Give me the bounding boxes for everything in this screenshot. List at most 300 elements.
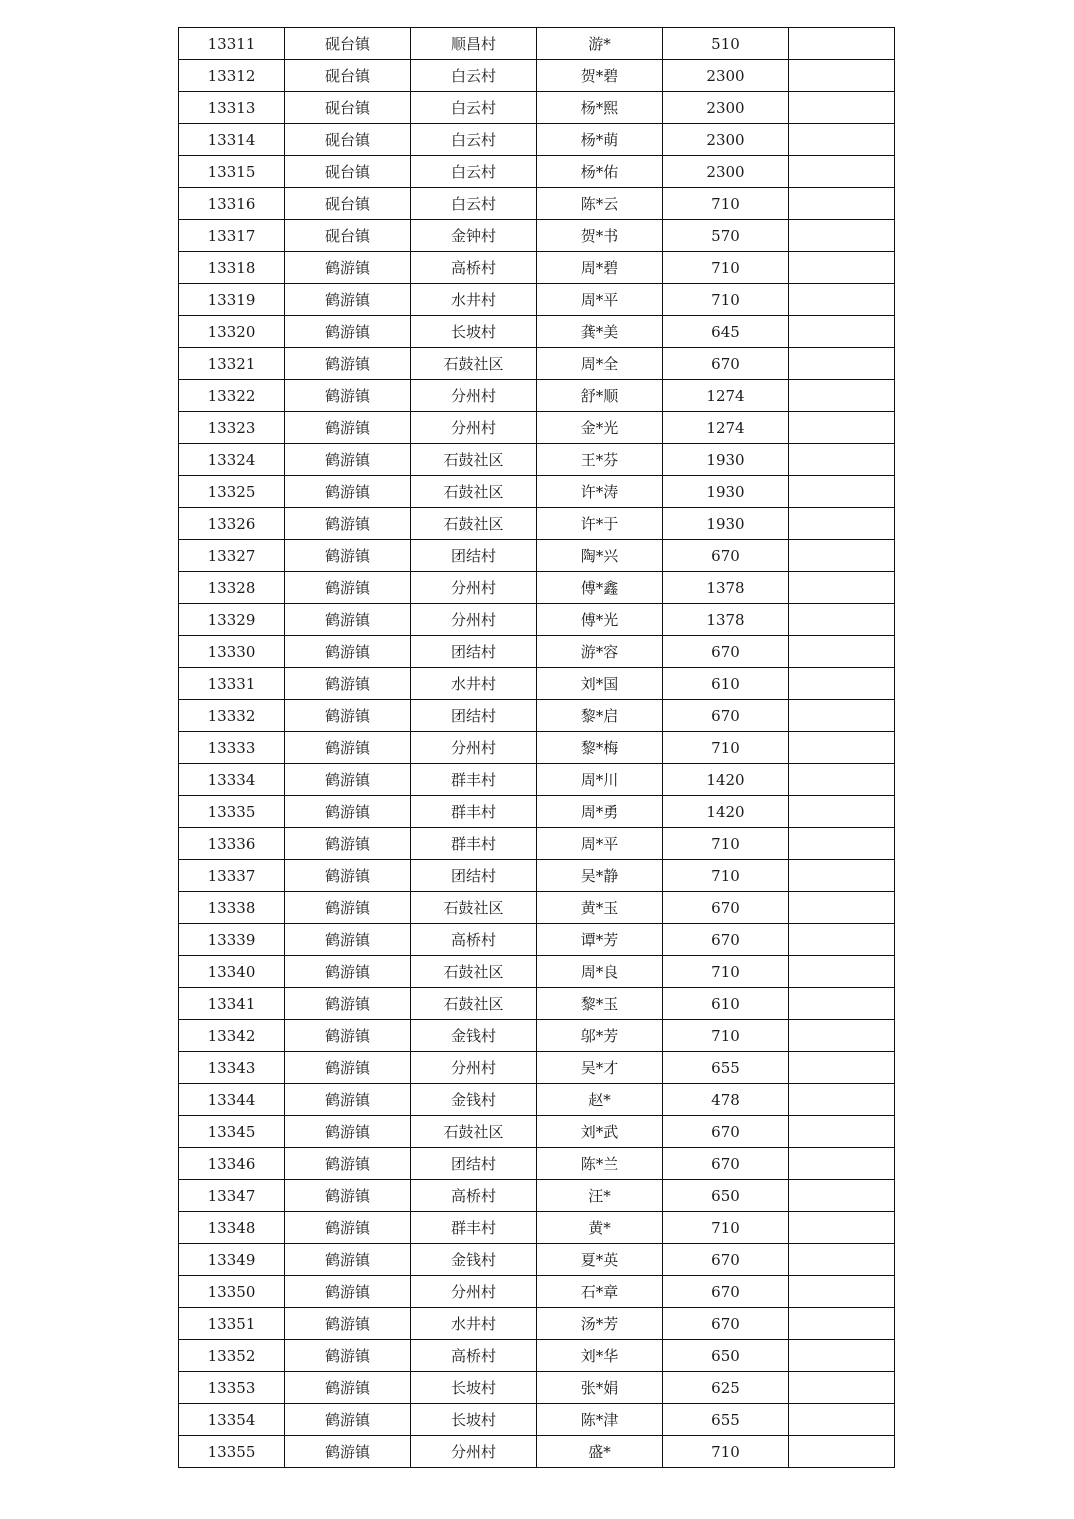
- town-cell: 鹤游镇: [285, 444, 411, 476]
- name-cell: 陈*云: [537, 188, 663, 220]
- remark-cell: [789, 284, 895, 316]
- table-row: [179, 572, 895, 604]
- town-cell: 鹤游镇: [285, 1084, 411, 1116]
- row-number-cell: 13343: [179, 1052, 285, 1084]
- town-cell: 砚台镇: [285, 156, 411, 188]
- remark-cell: [789, 1116, 895, 1148]
- remark-cell: [789, 1276, 895, 1308]
- row-number-cell: 13349: [179, 1244, 285, 1276]
- town-cell: 鹤游镇: [285, 668, 411, 700]
- name-cell: 刘*武: [537, 1116, 663, 1148]
- village-cell: 分州村: [411, 1436, 537, 1468]
- name-cell: 赵*: [537, 1084, 663, 1116]
- remark-cell: [789, 604, 895, 636]
- name-cell: 王*芬: [537, 444, 663, 476]
- name-cell: 谭*芳: [537, 924, 663, 956]
- town-cell: 鹤游镇: [285, 988, 411, 1020]
- row-number-cell: 13351: [179, 1308, 285, 1340]
- town-cell: 砚台镇: [285, 60, 411, 92]
- row-number-cell: 13337: [179, 860, 285, 892]
- village-cell: 团结村: [411, 860, 537, 892]
- remark-cell: [789, 316, 895, 348]
- town-cell: 鹤游镇: [285, 1244, 411, 1276]
- amount-cell: 710: [663, 1436, 789, 1468]
- name-cell: 夏*英: [537, 1244, 663, 1276]
- row-number-cell: 13341: [179, 988, 285, 1020]
- remark-cell: [789, 1212, 895, 1244]
- table-row: [179, 668, 895, 700]
- row-number-cell: 13346: [179, 1148, 285, 1180]
- row-number-cell: 13330: [179, 636, 285, 668]
- row-number-cell: 13333: [179, 732, 285, 764]
- table-row: [179, 380, 895, 412]
- name-cell: 周*良: [537, 956, 663, 988]
- village-cell: 分州村: [411, 604, 537, 636]
- table-row: [179, 1180, 895, 1212]
- town-cell: 鹤游镇: [285, 604, 411, 636]
- row-number-cell: 13344: [179, 1084, 285, 1116]
- village-cell: 高桥村: [411, 924, 537, 956]
- name-cell: 石*章: [537, 1276, 663, 1308]
- amount-cell: 2300: [663, 124, 789, 156]
- remark-cell: [789, 1148, 895, 1180]
- town-cell: 砚台镇: [285, 124, 411, 156]
- amount-cell: 710: [663, 860, 789, 892]
- remark-cell: [789, 732, 895, 764]
- town-cell: 鹤游镇: [285, 412, 411, 444]
- amount-cell: 610: [663, 668, 789, 700]
- name-cell: 黎*启: [537, 700, 663, 732]
- remark-cell: [789, 412, 895, 444]
- name-cell: 龚*美: [537, 316, 663, 348]
- village-cell: 金钟村: [411, 220, 537, 252]
- village-cell: 石鼓社区: [411, 476, 537, 508]
- village-cell: 分州村: [411, 1276, 537, 1308]
- table-body: [179, 28, 895, 1468]
- amount-cell: 670: [663, 348, 789, 380]
- remark-cell: [789, 636, 895, 668]
- name-cell: 黎*玉: [537, 988, 663, 1020]
- village-cell: 高桥村: [411, 252, 537, 284]
- name-cell: 许*涛: [537, 476, 663, 508]
- village-cell: 分州村: [411, 572, 537, 604]
- row-number-cell: 13325: [179, 476, 285, 508]
- name-cell: 杨*佑: [537, 156, 663, 188]
- village-cell: 长坡村: [411, 1404, 537, 1436]
- table-row: [179, 1340, 895, 1372]
- remark-cell: [789, 1436, 895, 1468]
- amount-cell: 655: [663, 1052, 789, 1084]
- remark-cell: [789, 668, 895, 700]
- village-cell: 白云村: [411, 60, 537, 92]
- remark-cell: [789, 1340, 895, 1372]
- name-cell: 周*全: [537, 348, 663, 380]
- amount-cell: 670: [663, 1308, 789, 1340]
- amount-cell: 650: [663, 1340, 789, 1372]
- row-number-cell: 13331: [179, 668, 285, 700]
- town-cell: 鹤游镇: [285, 1116, 411, 1148]
- village-cell: 金钱村: [411, 1020, 537, 1052]
- town-cell: 鹤游镇: [285, 1308, 411, 1340]
- amount-cell: 670: [663, 700, 789, 732]
- data-table: [178, 27, 895, 1468]
- row-number-cell: 13316: [179, 188, 285, 220]
- village-cell: 团结村: [411, 1148, 537, 1180]
- village-cell: 分州村: [411, 1052, 537, 1084]
- table-row: [179, 540, 895, 572]
- village-cell: 分州村: [411, 380, 537, 412]
- name-cell: 张*娟: [537, 1372, 663, 1404]
- name-cell: 陈*津: [537, 1404, 663, 1436]
- table-row: [179, 508, 895, 540]
- table-row: [179, 1052, 895, 1084]
- table-row: [179, 1308, 895, 1340]
- village-cell: 高桥村: [411, 1340, 537, 1372]
- remark-cell: [789, 92, 895, 124]
- remark-cell: [789, 924, 895, 956]
- table-row: [179, 796, 895, 828]
- town-cell: 鹤游镇: [285, 348, 411, 380]
- table-row: [179, 1116, 895, 1148]
- table-row: [179, 252, 895, 284]
- name-cell: 黄*: [537, 1212, 663, 1244]
- table-row: [179, 188, 895, 220]
- amount-cell: 478: [663, 1084, 789, 1116]
- village-cell: 石鼓社区: [411, 892, 537, 924]
- table-row: [179, 892, 895, 924]
- table-row: [179, 284, 895, 316]
- village-cell: 白云村: [411, 188, 537, 220]
- table-row: [179, 60, 895, 92]
- amount-cell: 710: [663, 1020, 789, 1052]
- amount-cell: 710: [663, 252, 789, 284]
- remark-cell: [789, 700, 895, 732]
- village-cell: 长坡村: [411, 316, 537, 348]
- remark-cell: [789, 1404, 895, 1436]
- town-cell: 鹤游镇: [285, 1372, 411, 1404]
- village-cell: 水井村: [411, 284, 537, 316]
- town-cell: 鹤游镇: [285, 636, 411, 668]
- row-number-cell: 13347: [179, 1180, 285, 1212]
- table-row: [179, 924, 895, 956]
- village-cell: 团结村: [411, 700, 537, 732]
- amount-cell: 2300: [663, 60, 789, 92]
- amount-cell: 710: [663, 956, 789, 988]
- town-cell: 鹤游镇: [285, 1052, 411, 1084]
- remark-cell: [789, 1372, 895, 1404]
- town-cell: 鹤游镇: [285, 1148, 411, 1180]
- town-cell: 鹤游镇: [285, 796, 411, 828]
- amount-cell: 1274: [663, 412, 789, 444]
- table-row: [179, 476, 895, 508]
- table-row: [179, 604, 895, 636]
- town-cell: 鹤游镇: [285, 924, 411, 956]
- village-cell: 群丰村: [411, 796, 537, 828]
- name-cell: 汤*芳: [537, 1308, 663, 1340]
- town-cell: 鹤游镇: [285, 380, 411, 412]
- village-cell: 群丰村: [411, 828, 537, 860]
- row-number-cell: 13332: [179, 700, 285, 732]
- row-number-cell: 13336: [179, 828, 285, 860]
- row-number-cell: 13314: [179, 124, 285, 156]
- row-number-cell: 13345: [179, 1116, 285, 1148]
- amount-cell: 510: [663, 28, 789, 60]
- name-cell: 黄*玉: [537, 892, 663, 924]
- town-cell: 鹤游镇: [285, 284, 411, 316]
- table-row: [179, 1244, 895, 1276]
- amount-cell: 670: [663, 1276, 789, 1308]
- amount-cell: 1420: [663, 764, 789, 796]
- village-cell: 顺昌村: [411, 28, 537, 60]
- amount-cell: 710: [663, 828, 789, 860]
- town-cell: 鹤游镇: [285, 828, 411, 860]
- town-cell: 砚台镇: [285, 220, 411, 252]
- name-cell: 许*于: [537, 508, 663, 540]
- row-number-cell: 13317: [179, 220, 285, 252]
- remark-cell: [789, 956, 895, 988]
- village-cell: 白云村: [411, 156, 537, 188]
- name-cell: 周*勇: [537, 796, 663, 828]
- name-cell: 盛*: [537, 1436, 663, 1468]
- name-cell: 杨*萌: [537, 124, 663, 156]
- village-cell: 石鼓社区: [411, 1116, 537, 1148]
- table-row: [179, 28, 895, 60]
- amount-cell: 670: [663, 540, 789, 572]
- village-cell: 水井村: [411, 668, 537, 700]
- village-cell: 长坡村: [411, 1372, 537, 1404]
- row-number-cell: 13339: [179, 924, 285, 956]
- remark-cell: [789, 1084, 895, 1116]
- name-cell: 刘*华: [537, 1340, 663, 1372]
- row-number-cell: 13335: [179, 796, 285, 828]
- row-number-cell: 13320: [179, 316, 285, 348]
- town-cell: 鹤游镇: [285, 1340, 411, 1372]
- remark-cell: [789, 380, 895, 412]
- name-cell: 刘*国: [537, 668, 663, 700]
- name-cell: 陶*兴: [537, 540, 663, 572]
- row-number-cell: 13338: [179, 892, 285, 924]
- town-cell: 砚台镇: [285, 28, 411, 60]
- row-number-cell: 13354: [179, 1404, 285, 1436]
- row-number-cell: 13319: [179, 284, 285, 316]
- town-cell: 鹤游镇: [285, 892, 411, 924]
- village-cell: 石鼓社区: [411, 348, 537, 380]
- table-row: [179, 956, 895, 988]
- amount-cell: 1274: [663, 380, 789, 412]
- name-cell: 周*川: [537, 764, 663, 796]
- town-cell: 鹤游镇: [285, 1276, 411, 1308]
- table-row: [179, 316, 895, 348]
- table-row: [179, 220, 895, 252]
- amount-cell: 670: [663, 892, 789, 924]
- table-row: [179, 1148, 895, 1180]
- name-cell: 游*容: [537, 636, 663, 668]
- amount-cell: 670: [663, 1116, 789, 1148]
- table-row: [179, 348, 895, 380]
- name-cell: 陈*兰: [537, 1148, 663, 1180]
- village-cell: 分州村: [411, 412, 537, 444]
- table-row: [179, 828, 895, 860]
- remark-cell: [789, 1244, 895, 1276]
- amount-cell: 670: [663, 636, 789, 668]
- table-row: [179, 636, 895, 668]
- amount-cell: 710: [663, 732, 789, 764]
- table-row: [179, 1212, 895, 1244]
- remark-cell: [789, 988, 895, 1020]
- town-cell: 鹤游镇: [285, 1020, 411, 1052]
- amount-cell: 670: [663, 1244, 789, 1276]
- table-row: [179, 1084, 895, 1116]
- row-number-cell: 13315: [179, 156, 285, 188]
- village-cell: 石鼓社区: [411, 988, 537, 1020]
- table-row: [179, 732, 895, 764]
- row-number-cell: 13328: [179, 572, 285, 604]
- amount-cell: 1930: [663, 444, 789, 476]
- table-row: [179, 1436, 895, 1468]
- row-number-cell: 13350: [179, 1276, 285, 1308]
- amount-cell: 1420: [663, 796, 789, 828]
- remark-cell: [789, 764, 895, 796]
- village-cell: 金钱村: [411, 1244, 537, 1276]
- village-cell: 石鼓社区: [411, 444, 537, 476]
- table-row: [179, 444, 895, 476]
- town-cell: 鹤游镇: [285, 1212, 411, 1244]
- village-cell: 金钱村: [411, 1084, 537, 1116]
- village-cell: 团结村: [411, 540, 537, 572]
- remark-cell: [789, 1020, 895, 1052]
- row-number-cell: 13313: [179, 92, 285, 124]
- row-number-cell: 13329: [179, 604, 285, 636]
- remark-cell: [789, 476, 895, 508]
- remark-cell: [789, 540, 895, 572]
- village-cell: 高桥村: [411, 1180, 537, 1212]
- name-cell: 傅*光: [537, 604, 663, 636]
- remark-cell: [789, 444, 895, 476]
- amount-cell: 2300: [663, 92, 789, 124]
- amount-cell: 670: [663, 924, 789, 956]
- amount-cell: 1378: [663, 604, 789, 636]
- amount-cell: 2300: [663, 156, 789, 188]
- remark-cell: [789, 188, 895, 220]
- name-cell: 邬*芳: [537, 1020, 663, 1052]
- town-cell: 鹤游镇: [285, 764, 411, 796]
- amount-cell: 625: [663, 1372, 789, 1404]
- table-row: [179, 124, 895, 156]
- row-number-cell: 13353: [179, 1372, 285, 1404]
- village-cell: 石鼓社区: [411, 508, 537, 540]
- row-number-cell: 13340: [179, 956, 285, 988]
- remark-cell: [789, 348, 895, 380]
- name-cell: 贺*碧: [537, 60, 663, 92]
- row-number-cell: 13321: [179, 348, 285, 380]
- remark-cell: [789, 124, 895, 156]
- town-cell: 鹤游镇: [285, 700, 411, 732]
- village-cell: 水井村: [411, 1308, 537, 1340]
- name-cell: 周*平: [537, 284, 663, 316]
- remark-cell: [789, 1052, 895, 1084]
- remark-cell: [789, 508, 895, 540]
- town-cell: 鹤游镇: [285, 956, 411, 988]
- remark-cell: [789, 796, 895, 828]
- table-row: [179, 700, 895, 732]
- town-cell: 鹤游镇: [285, 1404, 411, 1436]
- town-cell: 砚台镇: [285, 188, 411, 220]
- name-cell: 傅*鑫: [537, 572, 663, 604]
- table-row: [179, 92, 895, 124]
- amount-cell: 710: [663, 1212, 789, 1244]
- amount-cell: 1930: [663, 476, 789, 508]
- amount-cell: 570: [663, 220, 789, 252]
- amount-cell: 655: [663, 1404, 789, 1436]
- table-row: [179, 412, 895, 444]
- table-row: [179, 1020, 895, 1052]
- row-number-cell: 13322: [179, 380, 285, 412]
- name-cell: 舒*顺: [537, 380, 663, 412]
- table-row: [179, 988, 895, 1020]
- remark-cell: [789, 252, 895, 284]
- village-cell: 石鼓社区: [411, 956, 537, 988]
- town-cell: 鹤游镇: [285, 1180, 411, 1212]
- table-row: [179, 1372, 895, 1404]
- row-number-cell: 13311: [179, 28, 285, 60]
- name-cell: 金*光: [537, 412, 663, 444]
- row-number-cell: 13355: [179, 1436, 285, 1468]
- row-number-cell: 13342: [179, 1020, 285, 1052]
- name-cell: 贺*书: [537, 220, 663, 252]
- town-cell: 砚台镇: [285, 92, 411, 124]
- remark-cell: [789, 60, 895, 92]
- row-number-cell: 13352: [179, 1340, 285, 1372]
- amount-cell: 610: [663, 988, 789, 1020]
- table-row: [179, 860, 895, 892]
- name-cell: 周*碧: [537, 252, 663, 284]
- remark-cell: [789, 1308, 895, 1340]
- amount-cell: 710: [663, 284, 789, 316]
- village-cell: 群丰村: [411, 764, 537, 796]
- name-cell: 汪*: [537, 1180, 663, 1212]
- table-row: [179, 156, 895, 188]
- name-cell: 吴*才: [537, 1052, 663, 1084]
- amount-cell: 670: [663, 1148, 789, 1180]
- town-cell: 鹤游镇: [285, 316, 411, 348]
- table-row: [179, 1404, 895, 1436]
- row-number-cell: 13323: [179, 412, 285, 444]
- name-cell: 黎*梅: [537, 732, 663, 764]
- remark-cell: [789, 28, 895, 60]
- remark-cell: [789, 828, 895, 860]
- row-number-cell: 13348: [179, 1212, 285, 1244]
- name-cell: 吴*静: [537, 860, 663, 892]
- town-cell: 鹤游镇: [285, 540, 411, 572]
- remark-cell: [789, 220, 895, 252]
- remark-cell: [789, 156, 895, 188]
- amount-cell: 710: [663, 188, 789, 220]
- village-cell: 白云村: [411, 92, 537, 124]
- remark-cell: [789, 860, 895, 892]
- row-number-cell: 13327: [179, 540, 285, 572]
- village-cell: 群丰村: [411, 1212, 537, 1244]
- town-cell: 鹤游镇: [285, 476, 411, 508]
- remark-cell: [789, 572, 895, 604]
- name-cell: 游*: [537, 28, 663, 60]
- row-number-cell: 13326: [179, 508, 285, 540]
- row-number-cell: 13324: [179, 444, 285, 476]
- amount-cell: 650: [663, 1180, 789, 1212]
- amount-cell: 1930: [663, 508, 789, 540]
- table-row: [179, 1276, 895, 1308]
- name-cell: 周*平: [537, 828, 663, 860]
- table-row: [179, 764, 895, 796]
